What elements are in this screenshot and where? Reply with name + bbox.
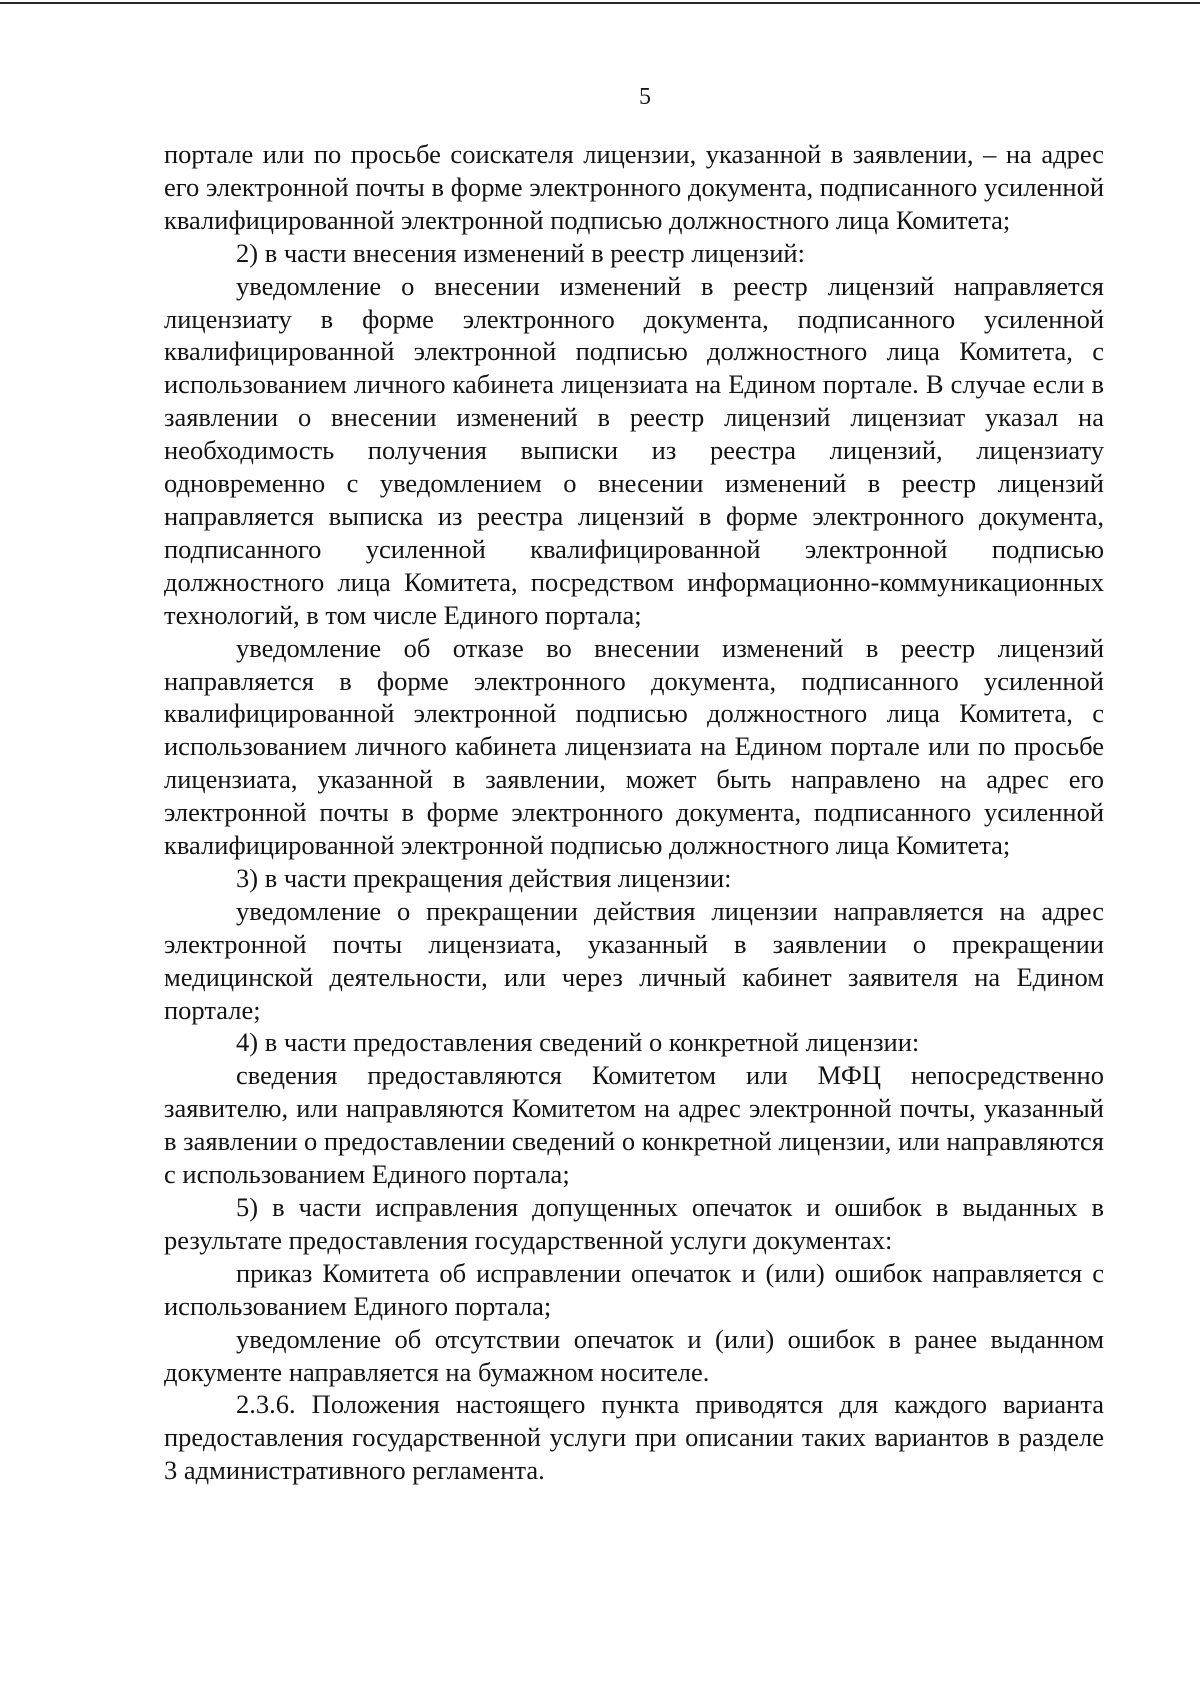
paragraph-7: 4) в части предоставления сведений о конкретной лицензии: — [236, 1027, 920, 1058]
paragraph-2: 2) в части внесения изменений в реестр лицензий: — [236, 237, 805, 268]
page-number: 5 — [639, 84, 651, 110]
paragraph-4: уведомление об отказе во внесении изменений в реестр лицензий направляется в форме электронного документа, подписанного усиленной квалифицированной электронной подписью должностного лица Комитета, с использованием личного кабинета лицензиата на Едином портале или по просьбе лицензиата, указанной в заявлении, может быть направлено на адрес его электронной почты в форме электронного документа, подписанного усиленной квалифицированной электронной подписью должностного лица Комитета; — [164, 632, 1104, 861]
paragraph-9: 5) в части исправления допущенных опечаток и ошибок в выданных в результате предоставления государственной услуги документах: — [164, 1192, 1104, 1255]
paragraph-8: сведения предоставляются Комитетом или МФЦ непосредственно заявителю, или направляются Комитетом на адрес электронной почты, указанный в заявлении о предоставлении сведений о конкретной лицензии, или направляются с использованием Единого портала; — [164, 1060, 1104, 1190]
top-border-line — [0, 2, 1200, 4]
paragraph-10: приказ Комитета об исправлении опечаток и (или) ошибок направляется с использованием Единого портала; — [164, 1257, 1104, 1321]
paragraph-3: уведомление о внесении изменений в реестр лицензий направляется лицензиату в форме электронного документа, подписанного усиленной квалифицированной электронной подписью должностного лица Комитета, с использованием личного кабинета лицензиата на Едином портале. В случае если в заявлении о внесении изменений в реестр лицензий лицензиат указал на необходимость получения выписки из реестра лицензий, лицензиату одновременно с уведомлением о внесении изменений в реестр лицензий направляется выписка из реестра лицензий в форме электронного документа, подписанного усиленной квалифицированной электронной подписью должностного лица Комитета, посредством информационно-коммуникационных технологий, в том числе Единого портала; — [164, 270, 1104, 630]
paragraph-6: уведомление о прекращении действия лицензии направляется на адрес электронной почты лицензиата, указанный в заявлении о прекращении медицинской деятельности, или через личный кабинет заявителя на Едином портале; — [164, 895, 1104, 1025]
paragraph-5: 3) в части прекращения действия лицензии: — [236, 862, 732, 893]
paragraph-12: 2.3.6. Положения настоящего пункта приводятся для каждого варианта предоставления государственной услуги при описании таких вариантов в разделе 3 административного регламента. — [164, 1389, 1104, 1486]
paragraph-11: уведомление об отсутствии опечаток и (или) ошибок в ранее выданном документе направляется на бумажном носителе. — [164, 1323, 1104, 1387]
document-body — [164, 138, 1104, 1487]
paragraph-1: портале или по просьбе соискателя лицензии, указанной в заявлении, – на адрес его электронной почты в форме электронного документа, подписанного усиленной квалифицированной электронной подписью должностного лица Комитета; — [164, 139, 1104, 235]
